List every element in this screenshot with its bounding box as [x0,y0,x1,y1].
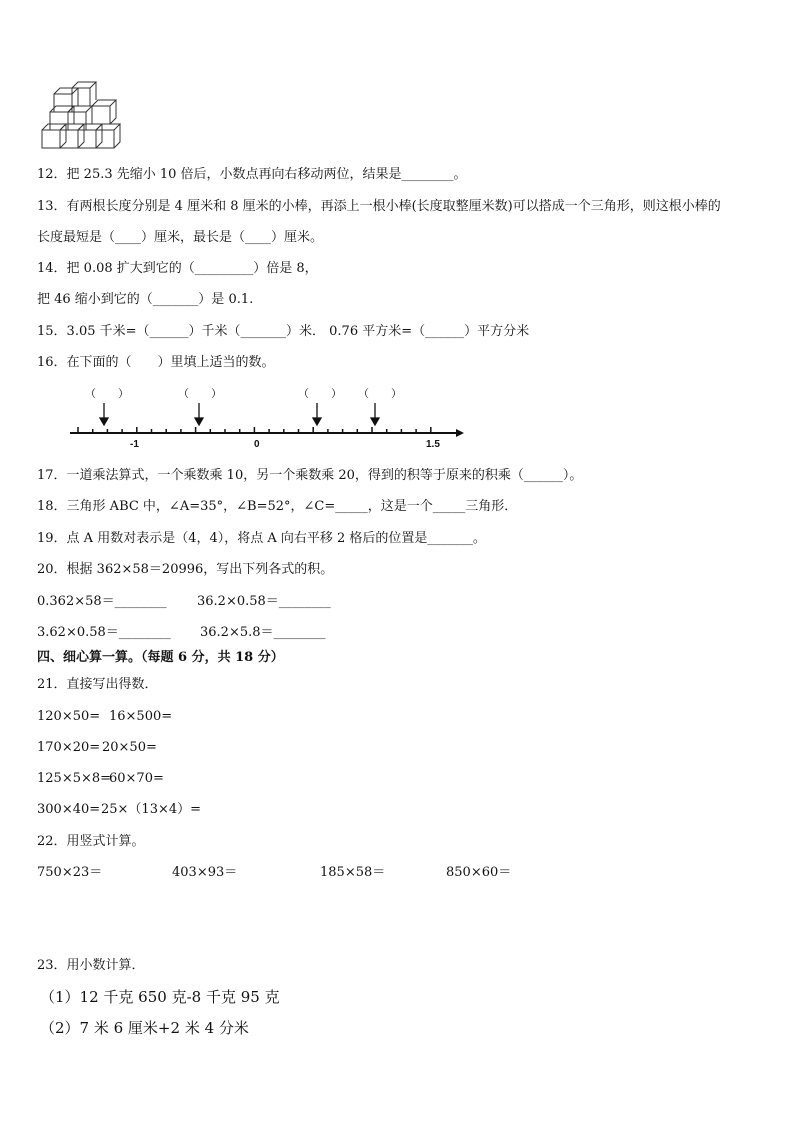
q21-r1-c1: 120×50= [37,709,101,724]
question-22: 22．用竖式计算。 [37,834,145,849]
q21-r2-c1: 170×20= [37,740,101,755]
tick-label-0: 0 [254,439,260,450]
number-line [60,385,470,455]
q22-item-1: 750×23＝ [37,865,103,880]
q21-r4-c2: 25×（13×4）= [101,802,202,817]
blank-3: （ ） [298,388,342,400]
question-14-line1: 14．把 0.08 扩大到它的（_________）倍是 8， [37,261,318,276]
q20-item-1: 0.362×58＝________ [37,594,167,609]
blank-2: （ ） [178,388,222,400]
blank-4: （ ） [358,388,402,400]
tick-label-minus-1: -1 [130,439,139,450]
q21-r2-c2: 20×50= [102,740,157,755]
question-19: 19．点 A 用数对表示是（4，4），将点 A 向右平移 2 格后的位置是_______。 [37,531,486,546]
q23-item-1: （1）12 千克 650 克-8 千克 95 克 [40,988,280,1006]
stacked-cubes-figure [40,78,130,158]
q22-item-4: 850×60＝ [446,865,512,880]
q21-r4-c1: 300×40= [37,802,101,817]
q23-item-2: （2）7 米 6 厘米+2 米 4 分米 [40,1019,249,1037]
q22-item-3: 185×58＝ [320,865,386,880]
q21-r3-c1: 125×5×8= [37,771,112,786]
q21-r1-c2: 16×500= [109,709,173,724]
question-13-line1: 13．有两根长度分别是 4 厘米和 8 厘米的小棒，再添上一根小棒(长度取整厘米数)可以搭成一个三角形，则这根小棒的 [37,199,721,214]
question-20: 20．根据 362×58＝20996，写出下列各式的积。 [37,562,334,577]
q20-item-4: 36.2×5.8＝________ [200,625,326,640]
question-16: 16．在下面的（ ）里填上适当的数。 [37,355,275,370]
question-14-line2: 把 46 缩小到它的（_______）是 0.1. [37,292,254,307]
question-17: 17．一道乘法算式，一个乘数乘 10，另一个乘数乘 20，得到的积等于原来的积乘（______）。 [37,468,583,483]
q21-r3-c2: 60×70= [109,771,164,786]
question-13-line2: 长度最短是（____）厘米，最长是（____）厘米。 [37,230,324,245]
tick-label-1-5: 1.5 [426,439,440,450]
q20-item-3: 3.62×0.58＝________ [37,625,171,640]
q20-item-2: 36.2×0.58＝________ [197,594,331,609]
question-18: 18．三角形 ABC 中，∠A=35°，∠B=52°，∠C=_____，这是一个_____三角形． [37,499,518,514]
blank-1: （ ） [85,388,129,400]
question-15: 15．3.05 千米=（______）千米（_______）米． 0.76 平方米=（______）平方分米 [37,324,530,339]
q22-item-2: 403×93＝ [172,865,238,880]
question-23: 23．用小数计算． [37,958,145,973]
section-4-heading: 四、细心算一算。（每题 6 分，共 18 分） [37,650,284,665]
question-12: 12．把 25.3 先缩小 10 倍后，小数点再向右移动两位，结果是________。 [37,167,467,182]
question-21: 21．直接写出得数． [37,677,158,692]
